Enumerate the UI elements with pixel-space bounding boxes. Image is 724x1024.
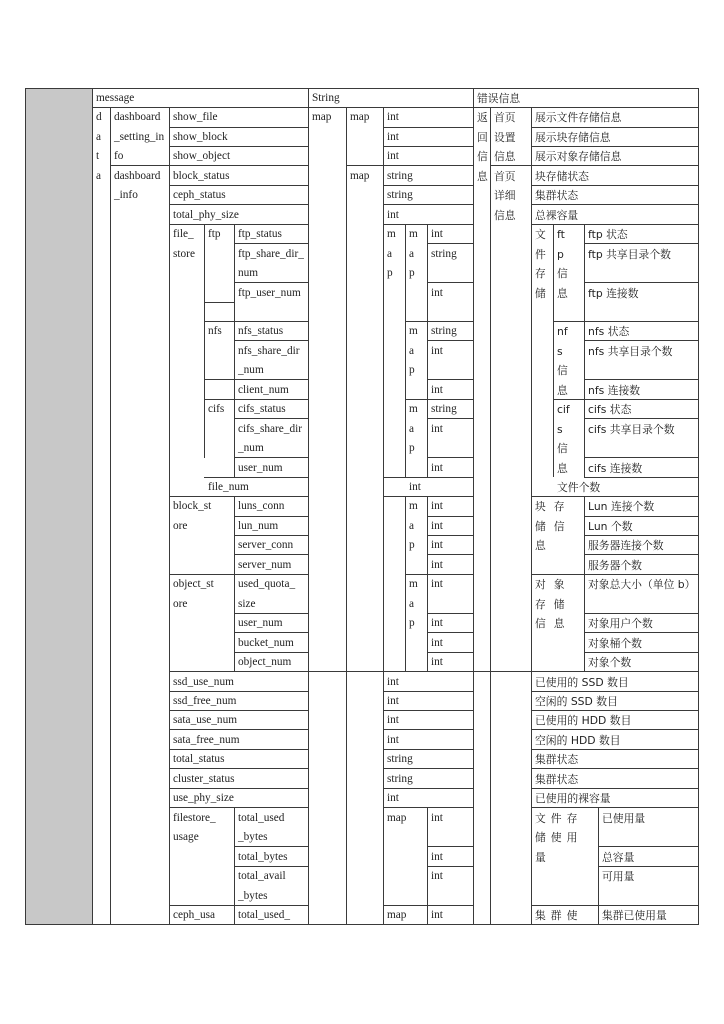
field-type-total-status: string	[387, 753, 413, 766]
field-desc-obj-user-num: 对象用户个数	[588, 617, 653, 631]
ceph-usage-desc: 集群使	[535, 908, 583, 922]
field-name-block-status: block_status	[173, 169, 230, 182]
field-name-ftp-share: ftp_share_dir_num	[238, 247, 304, 280]
field-type-server-conn: int	[431, 539, 443, 552]
field-desc-cifs-share: cifs 共享目录个数	[588, 422, 675, 436]
rule-h	[234, 282, 309, 283]
field-type-cifs-share: int	[431, 422, 443, 435]
field-desc-server-conn: 服务器连接个数	[588, 539, 664, 553]
map-column-1: map	[312, 111, 332, 124]
map-b1: map	[409, 228, 418, 280]
filestore-map: map	[387, 811, 407, 824]
field-name-sata-use: sata_use_num	[173, 714, 238, 727]
rule-h	[234, 379, 309, 380]
field-name-show-block: show_block	[173, 130, 228, 143]
object-map: map	[409, 578, 418, 630]
field-name-server-conn: server_conn	[238, 539, 294, 552]
field-desc-ssd-free: 空闲的 SSD 数目	[535, 694, 618, 708]
field-name-cluster-status: cluster_status	[173, 772, 235, 785]
field-desc-ssd-use: 已使用的 SSD 数目	[535, 675, 629, 689]
field-name-total-phy-size: total_phy_size	[173, 208, 239, 221]
ceph-map: map	[387, 908, 407, 921]
cifs-label: cifs	[208, 403, 225, 416]
field-type-cifs-status: string	[431, 403, 457, 416]
gray-margin-column	[25, 88, 92, 924]
field-name-sata-free: sata_free_num	[173, 733, 240, 746]
rule-v	[110, 107, 111, 924]
field-type-obj-user-num: int	[431, 617, 443, 630]
field-name-total-avail: total_avail_bytes	[238, 870, 286, 902]
field-desc-used-quota: 对象总大小（单位 b）	[588, 578, 696, 592]
map-column-2: map	[350, 111, 370, 124]
ftp-label: ftp	[208, 228, 221, 241]
rule-v	[92, 88, 93, 924]
return-info-column: 返回信息	[477, 111, 488, 183]
header-type: String	[312, 92, 340, 104]
rule-h	[234, 846, 309, 847]
rule-h	[110, 165, 170, 166]
rule-h	[234, 457, 309, 458]
field-name-ceph-total-used: total_used_	[238, 908, 291, 921]
field-type-total-used: int	[431, 811, 443, 824]
header-desc: 错误信息	[477, 92, 521, 105]
rule-h	[204, 379, 235, 380]
field-desc-show-block: 展示块存储信息	[535, 130, 611, 144]
rule-h	[234, 866, 309, 867]
field-name-obj-bucket-num: bucket_num	[238, 636, 294, 649]
field-type-nfs-share: int	[431, 344, 443, 357]
field-desc-total-used: 已使用量	[602, 811, 646, 825]
header-message: message	[96, 92, 135, 104]
field-name-client-num: client_num	[238, 383, 289, 396]
ftp-info: ftp信息	[557, 228, 568, 300]
file-store-desc: 文件存储	[535, 228, 546, 300]
field-type-ssd-use: int	[387, 675, 399, 688]
object-store-desc: 对象存储信息	[535, 578, 573, 631]
field-desc-user-num: cifs 连接数	[588, 461, 643, 475]
field-type-total-avail: int	[431, 870, 443, 882]
field-desc-cifs-status: cifs 状态	[588, 403, 632, 417]
block-store-label: block_store	[173, 500, 212, 532]
rule-v	[405, 574, 406, 671]
field-type-obj-object-num: int	[431, 656, 443, 669]
rule-h	[405, 399, 428, 400]
field-name-obj-object-num: object_num	[238, 656, 292, 669]
field-type-ceph-status: string	[387, 189, 413, 202]
field-type-luns-conn: int	[431, 500, 443, 513]
field-name-show-file: show_file	[173, 111, 218, 124]
field-type-server-num: int	[431, 558, 443, 571]
field-name-show-object: show_object	[173, 150, 231, 163]
field-type-ftp-user: int	[431, 286, 443, 299]
filestore-usage-label: filestore_usage	[173, 811, 216, 844]
map-column-3: map	[350, 169, 370, 182]
field-name-total-bytes: total_bytes	[238, 850, 288, 863]
field-desc-sata-free: 空闲的 HDD 数目	[535, 733, 621, 747]
field-desc-file-num: 文件个数	[557, 481, 601, 494]
rule-v	[584, 574, 585, 671]
field-name-cifs-share: cifs_share_dir_num	[238, 422, 302, 455]
block-map: map	[409, 500, 418, 552]
rule-h	[204, 302, 235, 303]
field-type-used-quota: int	[431, 578, 443, 591]
map-a: map	[387, 228, 396, 280]
field-name-nfs-status: nfs_status	[238, 325, 284, 338]
rule-h	[490, 165, 532, 166]
rule-v	[490, 107, 491, 924]
field-type-ftp-status: int	[431, 228, 443, 241]
field-type-block-status: string	[387, 169, 413, 182]
field-name-ceph-status: ceph_status	[173, 189, 226, 202]
field-name-ssd-use: ssd_use_num	[173, 675, 234, 688]
home-setting-info: 首页设置信息	[494, 111, 516, 164]
field-name-total-used: total_used_bytes	[238, 811, 285, 844]
field-name-luns-conn: luns_conn	[238, 500, 285, 513]
field-name-lun-num: lun_num	[238, 519, 279, 532]
rule-h	[553, 321, 585, 322]
field-desc-total-bytes: 总容量	[602, 850, 635, 864]
field-desc-total-avail: 可用量	[602, 870, 635, 883]
field-desc-ftp-user: ftp 连接数	[588, 286, 639, 300]
home-detail-info: 首页详细信息	[494, 169, 516, 222]
rule-h	[346, 165, 384, 166]
field-name-total-status: total_status	[173, 753, 225, 766]
rule-h	[383, 477, 474, 478]
field-desc-total-status: 集群状态	[535, 753, 579, 767]
field-name-cifs-status: cifs_status	[238, 403, 286, 416]
field-desc-ftp-share: ftp 共享目录个数	[588, 247, 671, 261]
field-desc-total-phy-size: 总裸容量	[535, 208, 579, 222]
block-store-desc: 块存储信息	[535, 500, 573, 553]
field-desc-show-object: 展示对象存储信息	[535, 150, 622, 164]
file-store-label: file_store	[173, 228, 195, 260]
field-desc-block-status: 块存储状态	[535, 169, 589, 183]
rule-v	[346, 107, 347, 924]
field-desc-use-phy-size: 已使用的裸容量	[535, 792, 611, 806]
field-type-lun-num: int	[431, 519, 443, 532]
field-desc-ceph-total-used: 集群已使用量	[602, 908, 667, 922]
field-name-ftp-status: ftp_status	[238, 228, 282, 241]
field-desc-luns-conn: Lun 连接个数	[588, 500, 655, 514]
nfs-info: nfs信息	[557, 325, 568, 397]
field-type-obj-bucket-num: int	[431, 636, 443, 649]
rule-h	[598, 846, 699, 847]
field-desc-cluster-status: 集群状态	[535, 772, 579, 786]
filestore-usage-desc: 文件存储使用量	[535, 811, 583, 864]
rule-h	[204, 399, 235, 400]
dashboard-setting-info: dashboard_setting_info	[114, 111, 165, 163]
field-name-ftp-user: ftp_user_num	[238, 286, 301, 299]
field-name-file-num: file_num	[208, 481, 249, 493]
map-b2: map	[409, 325, 418, 377]
field-name-used-quota: used_quota_size	[238, 578, 296, 610]
field-desc-obj-object-num: 对象个数	[588, 656, 632, 670]
map-b3: map	[409, 403, 418, 455]
rule-v	[204, 224, 205, 457]
ceph-usage-label: ceph_usa	[173, 908, 216, 921]
field-type-sata-free: int	[387, 733, 399, 746]
cifs-info: cifs信息	[557, 403, 570, 475]
field-desc-ceph-status: 集群状态	[535, 189, 579, 203]
rule-v	[234, 574, 235, 671]
field-name-use-phy-size: use_phy_size	[173, 792, 234, 805]
rule-v	[25, 88, 26, 924]
field-desc-lun-num: Lun 个数	[588, 519, 633, 533]
field-type-total-bytes: int	[431, 850, 443, 863]
rule-v	[427, 574, 428, 671]
field-name-server-num: server_num	[238, 558, 292, 571]
nfs-label: nfs	[208, 325, 222, 338]
field-type-show-object: int	[387, 150, 399, 163]
field-type-cluster-status: string	[387, 772, 413, 785]
field-desc-show-file: 展示文件存储信息	[535, 111, 622, 125]
field-type-ceph-total-used: int	[431, 908, 443, 921]
rule-h	[553, 399, 585, 400]
field-type-show-file: int	[387, 111, 399, 124]
field-type-total-phy-size: int	[387, 208, 399, 221]
field-desc-client-num: nfs 连接数	[588, 383, 641, 397]
rule-h	[427, 613, 474, 614]
field-desc-sata-use: 已使用的 HDD 数目	[535, 714, 632, 728]
field-desc-obj-bucket-num: 对象桶个数	[588, 636, 642, 650]
field-type-use-phy-size: int	[387, 792, 399, 805]
rule-h	[234, 243, 309, 244]
rule-h	[234, 340, 309, 341]
field-desc-ftp-status: ftp 状态	[588, 228, 628, 242]
dashboard-info: dashboard_info	[114, 169, 161, 202]
field-type-client-num: int	[431, 383, 443, 396]
field-desc-server-num: 服务器个数	[588, 558, 642, 572]
rule-h	[427, 846, 474, 847]
rule-h	[405, 321, 428, 322]
field-type-user-num: int	[431, 461, 443, 474]
field-type-ftp-share: string	[431, 247, 457, 260]
field-type-sata-use: int	[387, 714, 399, 727]
field-type-show-block: int	[387, 130, 399, 143]
field-desc-nfs-status: nfs 状态	[588, 325, 630, 339]
rule-h	[584, 613, 699, 614]
rule-h	[204, 321, 235, 322]
field-type-file-num: int	[409, 481, 421, 493]
field-name-obj-user-num: user_num	[238, 617, 283, 630]
object-store-label: object_store	[173, 578, 214, 610]
field-name-user-num: user_num	[238, 461, 283, 474]
field-type-nfs-status: string	[431, 325, 457, 338]
rule-h	[598, 866, 699, 867]
rule-h	[234, 418, 309, 419]
field-name-nfs-share: nfs_share_dir_num	[238, 344, 300, 377]
field-name-ssd-free: ssd_free_num	[173, 694, 237, 707]
field-type-ssd-free: int	[387, 694, 399, 707]
field-desc-nfs-share: nfs 共享目录个数	[588, 344, 673, 358]
rule-h	[427, 866, 474, 867]
data-letters-cell: d a t a	[96, 111, 102, 182]
